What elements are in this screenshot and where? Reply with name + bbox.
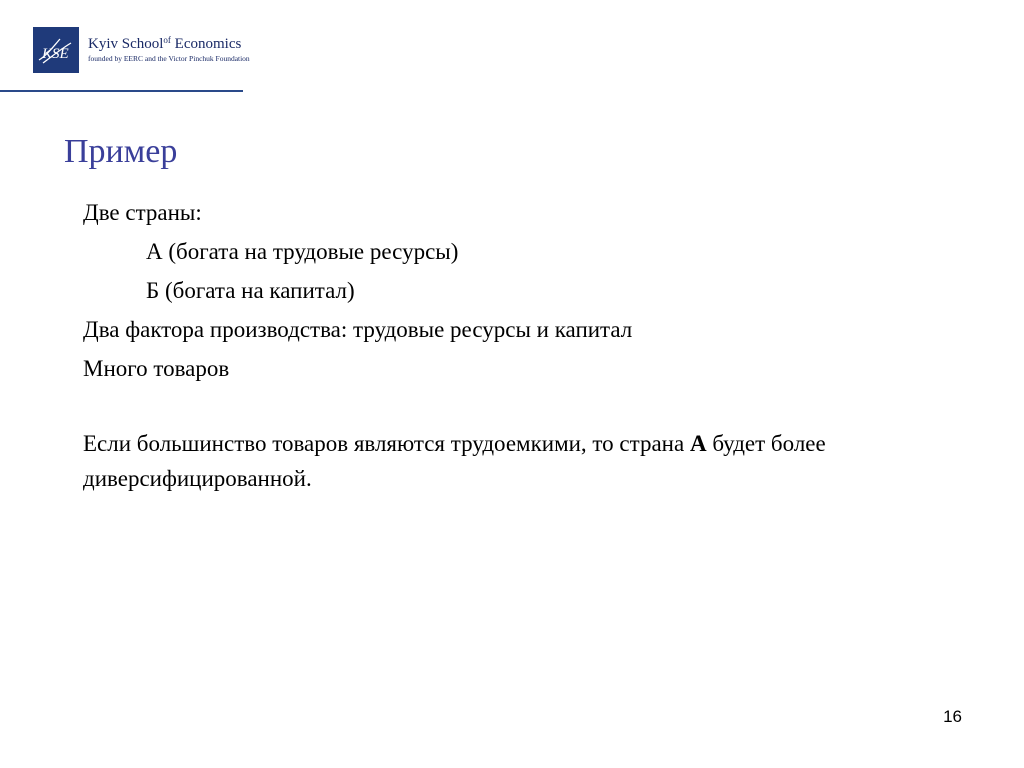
page-number: 16 [943, 707, 962, 726]
text-line-many-goods: Много товаров [83, 356, 230, 381]
kse-logo-icon [33, 27, 79, 73]
svg-text:KSE: KSE [42, 46, 69, 62]
country-a-emphasis: А [689, 431, 707, 456]
header-divider [0, 90, 243, 92]
slide-body [83, 193, 963, 496]
paragraph-spacer [83, 388, 963, 426]
slide-title: Пример [64, 133, 178, 170]
kse-logo [33, 27, 250, 75]
text-line-country-b: Б (богата на капитал) [146, 278, 355, 303]
logo-subtitle: founded by EERC and the Victor Pinchuk Foundation [88, 54, 250, 63]
logo-title: Kyiv School$^{of}$ Economics [88, 35, 242, 52]
conclusion-paragraph: Если большинство товаров являются трудоемкими, то страна А будет более диверсифицированной. [83, 431, 826, 491]
text-line-factors: Два фактора производства: трудовые ресурсы и капитал [83, 317, 633, 342]
text-line-two-countries: Две страны: [83, 200, 202, 225]
text-line-country-a: А (богата на трудовые ресурсы) [146, 239, 459, 264]
